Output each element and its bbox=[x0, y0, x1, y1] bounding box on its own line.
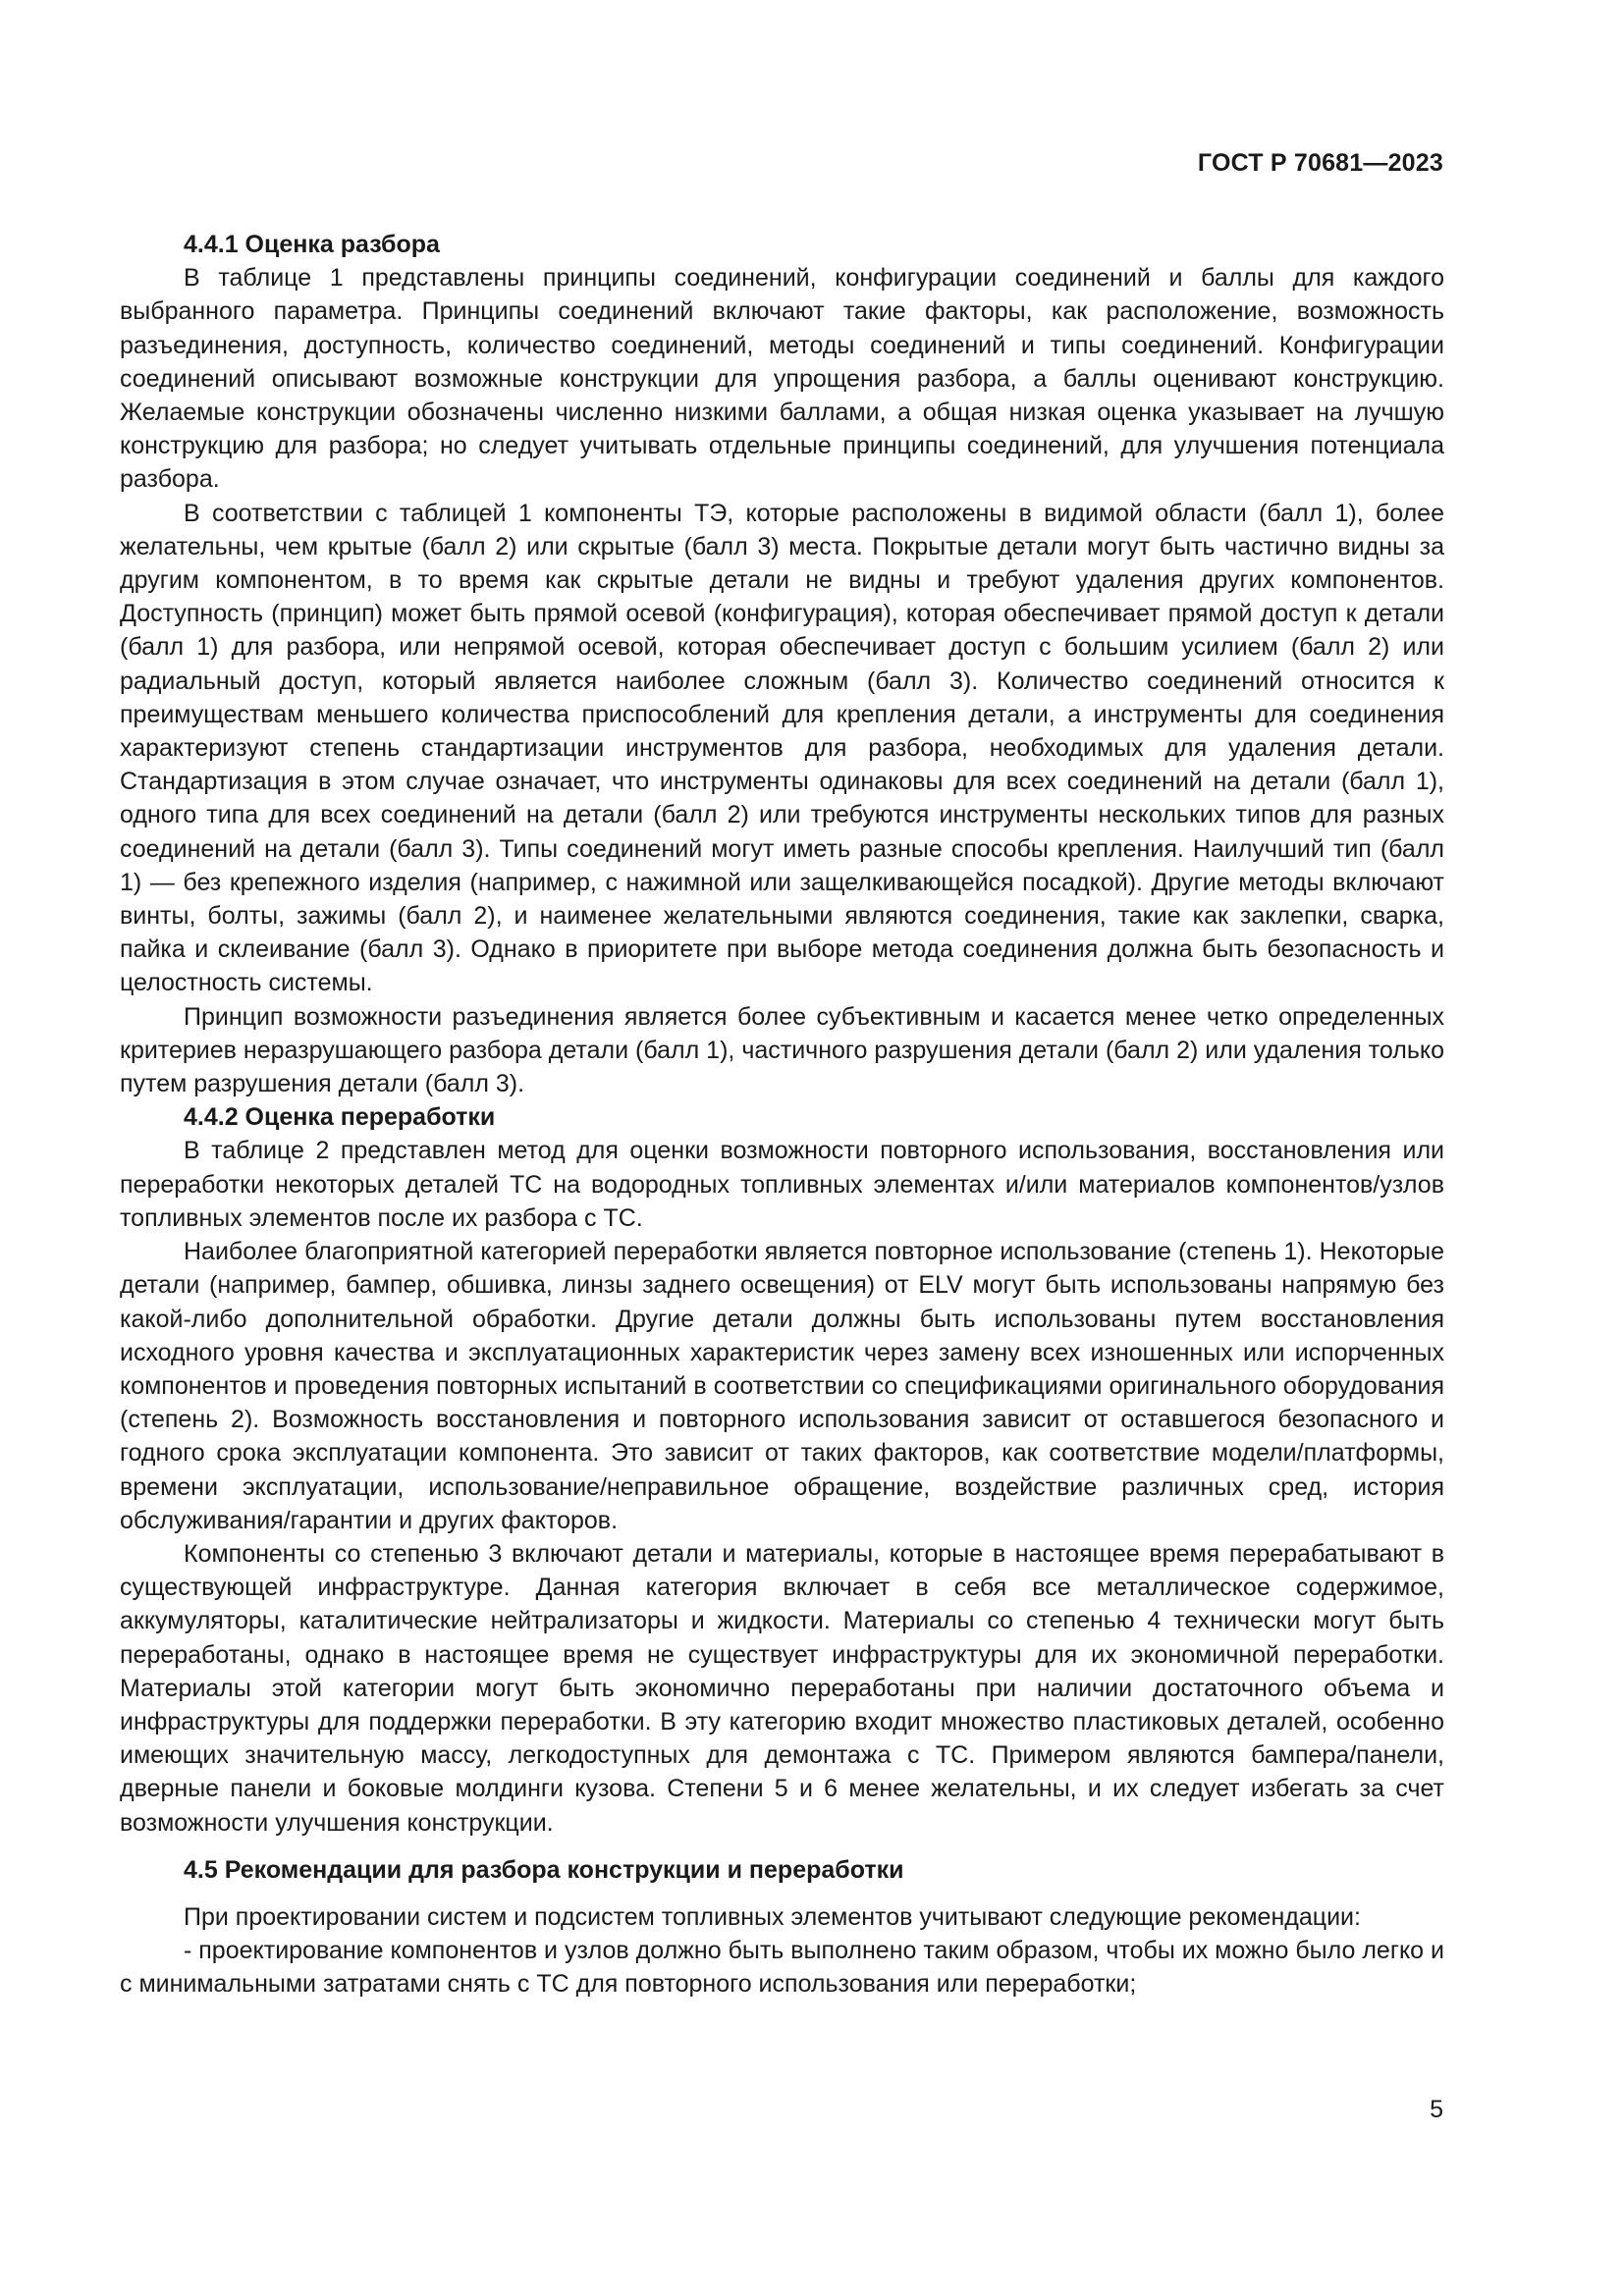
section-heading-4-4-1: 4.4.1 Оценка разбора bbox=[184, 231, 440, 258]
list-item: - проектирование компонентов и узлов должно быть выполнено таким образом, чтобы их можно было легко и с минимальными затратами снять с ТС для повторного использования или переработки; bbox=[120, 1937, 1444, 1999]
document-body bbox=[120, 228, 1444, 2002]
page-number: 5 bbox=[1430, 2096, 1443, 2123]
paragraph: Принцип возможности разъединения является более субъективным и касается менее четко определенных критериев неразрушающего разбора детали (балл 1), частичного разрушения детали (балл 2) или удаления только путем разрушения детали (балл 3). bbox=[120, 1002, 1444, 1098]
paragraph: При проектировании систем и подсистем топливных элементов учитывают следующие рекомендации: bbox=[184, 1902, 1361, 1931]
paragraph: Компоненты со степенью 3 включают детали и материалы, которые в настоящее время перерабатывают в существующей инфраструктуре. Данная категория включает в себя все металлическое содержимое, аккумуляторы, каталитические нейтрализаторы и жидкости. Материалы со степенью 4 технически могут быть переработаны, однако в настоящее время не существует инфраструктуры для их экономичной переработки. Материалы этой категории могут быть экономично переработаны при наличии достаточного объема и инфраструктуры для поддержки переработки. В эту категорию входит множество пластиковых деталей, особенно имеющих значительную массу, легкодоступных для демонтажа с ТС. Примером являются бампера/панели, дверные панели и боковые молдинги кузова. Степени 5 и 6 менее желательны, и их следует избегать за счет возможности улучшения конструкции. bbox=[120, 1539, 1444, 1837]
section-heading-4-5: 4.5 Рекомендации для разбора конструкции и переработки bbox=[184, 1855, 904, 1884]
paragraph: В соответствии с таблицей 1 компоненты ТЭ, которые расположены в видимой области (балл 1), более желательны, чем крытые (балл 2) или скрытые (балл 3) места. Покрытые детали могут быть частично видны за другим компонентом, в то время как скрытые детали не видны и требуют удаления других компонентов. Доступность (принцип) может быть прямой осевой (конфигурация), которая обеспечивает прямой доступ к детали (балл 1) для разбора, или непрямой осевой, которая обеспечивает доступ с большим усилием (балл 2) или радиальный доступ, который является наиболее сложным (балл 3). Количество соединений относится к преимуществам меньшего количества приспособлений для крепления детали, а инструменты для соединения характеризуют степень стандартизации инструментов для разбора, необходимых для удаления детали. Стандартизация в этом случае означает, что инструменты одинаковы для всех соединений на детали (балл 1), одного типа для всех соединений на детали (балл 2) или требуются инструменты нескольких типов для разных соединений на детали (балл 3). Типы соединений могут иметь разные способы крепления. Наилучший тип (балл 1) — без крепежного изделия (например, с нажимной или защелкивающейся посадкой). Другие методы включают винты, болты, зажимы (балл 2), и наименее желательными являются соединения, такие как заклепки, сварка, пайка и склеивание (балл 3). Однако в приоритете при выборе метода соединения должна быть безопасность и целостность системы. bbox=[120, 499, 1444, 997]
paragraph: Наиболее благоприятной категорией переработки является повторное использование (степень 1). Некоторые детали (например, бампер, обшивка, линзы заднего освещения) от ELV могут быть использованы напрямую без какой-либо дополнительной обработки. Другие детали должны быть использованы путем восстановления исходного уровня качества и эксплуатационных характеристик через замену всех изношенных или испорченных компонентов и проведения повторных испытаний в соответствии со спецификациями оригинального оборудования (степень 2). Возможность восстановления и повторного использования зависит от оставшегося безопасного и годного срока эксплуатации компонента. Это зависит от таких факторов, как соответствие модели/платформы, времени эксплуатации, использование/неправильное обращение, воздействие различных сред, история обслуживания/гарантии и других факторов. bbox=[120, 1238, 1444, 1534]
paragraph: В таблице 1 представлены принципы соединений, конфигурации соединений и баллы для каждого выбранного параметра. Принципы соединений включают такие факторы, как расположение, возможность разъединения, доступность, количество соединений, методы соединений и типы соединений. Конфигурации соединений описывают возможные конструкции для упрощения разбора, а баллы оценивают конструкцию. Желаемые конструкции обозначены численно низкими баллами, а общая низкая оценка указывает на лучшую конструкцию для разбора; но следует учитывать отдельные принципы соединений, для улучшения потенциала разбора. bbox=[120, 264, 1444, 494]
section-heading-4-4-2: 4.4.2 Оценка переработки bbox=[184, 1103, 496, 1132]
document-id-header: ГОСТ Р 70681—2023 bbox=[1197, 149, 1443, 177]
paragraph: В таблице 2 представлен метод для оценки возможности повторного использования, восстановления или переработки некоторых деталей ТС на водородных топливных элементах и/или материалов компонентов/узлов топливных элементов после их разбора с ТС. bbox=[120, 1137, 1444, 1232]
